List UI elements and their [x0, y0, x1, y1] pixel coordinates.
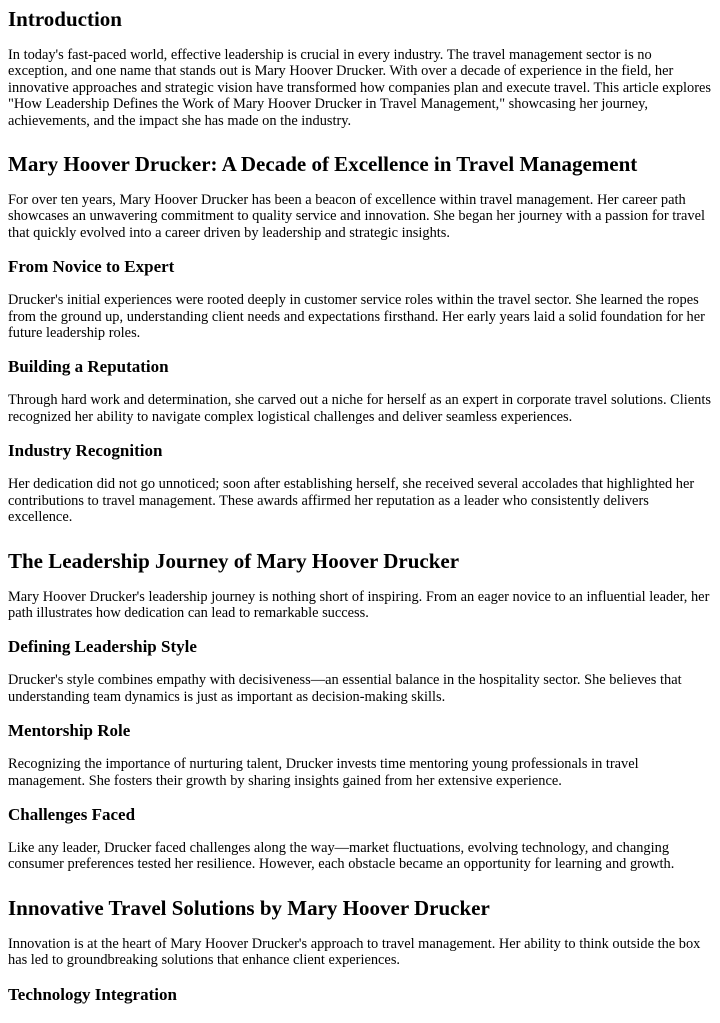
subheading-mentorship-role: Mentorship Role [8, 721, 131, 741]
heading-decade-of-excellence: Mary Hoover Drucker: A Decade of Excellence in Travel Management [8, 152, 638, 177]
article [0, 6, 720, 1005]
paragraph-leadership-style: Drucker's style combines empathy with decisiveness—an essential balance in the hospitality sector. She believes that understanding team dynamics is just as important as decision-making skills. [8, 672, 682, 705]
subheading-technology-integration: Technology Integration [8, 984, 177, 1004]
paragraph-mentorship-role: Recognizing the importance of nurturing talent, Drucker invests time mentoring young professionals in travel management. She fosters their growth by sharing insights gained from her extensive experience. [8, 756, 639, 789]
subheading-novice-to-expert: From Novice to Expert [8, 257, 175, 277]
paragraph-challenges-faced: Like any leader, Drucker faced challenges along the way—market fluctuations, evolving technology, and changing consumer preferences tested her resilience. However, each obstacle became an opportunity for learning and growth. [8, 839, 675, 873]
paragraph-novice-to-expert: Drucker's initial experiences were rooted deeply in customer service roles within the travel sector. She learned the ropes from the ground up, understanding client needs and expectations firsthand. Her early years laid a solid foundation for her future leadership roles. [8, 292, 705, 342]
heading-leadership-journey: The Leadership Journey of Mary Hoover Drucker [8, 548, 460, 573]
heading-introduction: Introduction [8, 7, 122, 31]
paragraph-decade-of-excellence: For over ten years, Mary Hoover Drucker has been a beacon of excellence within travel management. Her career path showcases an unwavering commitment to quality service and innovation. She began her journey with a passion for travel that quickly evolved into a career driven by leadership and strategic insights. [8, 192, 705, 241]
paragraph-introduction: In today's fast-paced world, effective leadership is crucial in every industry. The travel management sector is no exception, and one name that stands out is Mary Hoover Drucker. With over a decade of experience in the field, her innovative approaches and strategic vision have transformed how companies plan and execute travel. This article explores "How Leadership Defines the Work of Mary Hoover Drucker in Travel Management," showcasing her journey, achievements, and the impact she has made on the industry. [8, 47, 712, 129]
subheading-industry-recognition: Industry Recognition [8, 441, 163, 461]
subheading-building-reputation: Building a Reputation [8, 357, 169, 377]
paragraph-leadership-journey: Mary Hoover Drucker's leadership journey is nothing short of inspiring. From an eager novice to an influential leader, her path illustrates how dedication can lead to remarkable success. [8, 588, 710, 621]
paragraph-innovative-solutions: Innovation is at the heart of Mary Hoover Drucker's approach to travel management. Her ability to think outside the box has led to groundbreaking solutions that enhance client experiences. [8, 935, 701, 969]
subheading-leadership-style: Defining Leadership Style [8, 637, 197, 657]
heading-innovative-solutions: Innovative Travel Solutions by Mary Hoover Drucker [8, 895, 490, 920]
subheading-challenges-faced: Challenges Faced [8, 804, 136, 824]
paragraph-industry-recognition: Her dedication did not go unnoticed; soon after establishing herself, she received several accolades that highlighted her contributions to travel management. These awards affirmed her reputation as a leader who consistently delivers excellence. [8, 476, 695, 526]
paragraph-building-reputation: Through hard work and determination, she carved out a niche for herself as an expert in corporate travel solutions. Clients recognized her ability to navigate complex logistical challenges and deliver seamless experiences. [8, 392, 711, 425]
